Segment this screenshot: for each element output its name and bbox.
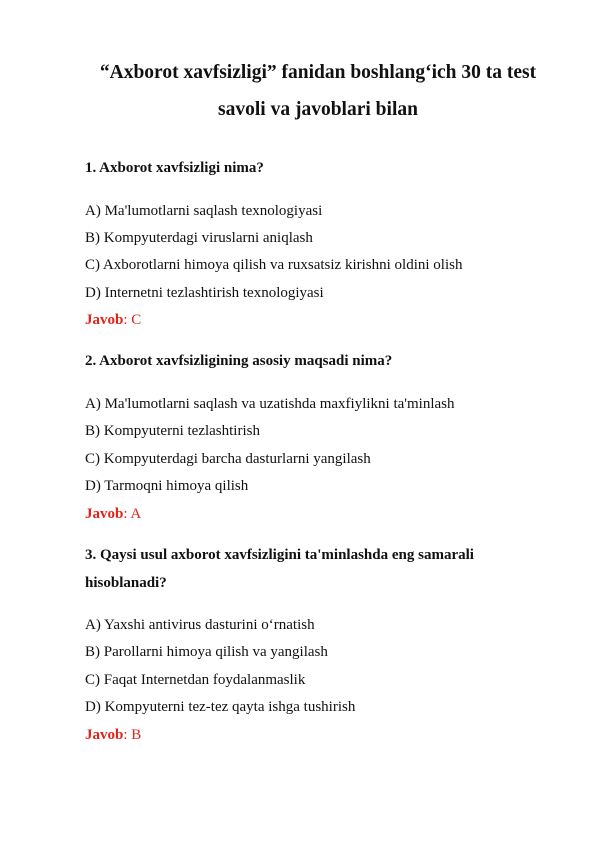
question-1-answer: [85, 311, 141, 329]
question-3-answer: [85, 726, 141, 744]
question-3-option-b: B) Parollarni himoya qilish va yangilash: [85, 644, 328, 660]
answer-label: Javob: [85, 312, 124, 328]
answer-value: : B: [123, 727, 142, 743]
question-1-option-d: D) Internetni tezlashtirish texnologiyasi: [85, 285, 324, 301]
answer-label: Javob: [85, 727, 124, 743]
answer-value: : A: [123, 506, 142, 522]
question-1-text: 1. Axborot xavfsizligi nima?: [85, 160, 264, 176]
answer-label: Javob: [85, 506, 124, 522]
question-1-option-c: C) Axborotlarni himoya qilish va ruxsatsiz kirishni oldini olish: [85, 257, 463, 273]
question-1-option-a: A) Ma'lumotlarni saqlash texnologiyasi: [85, 203, 323, 219]
question-2-answer: [85, 505, 141, 523]
question-2-text: 2. Axborot xavfsizligining asosiy maqsadi nima?: [85, 353, 393, 369]
answer-value: : C: [123, 312, 142, 328]
title-line-1: “Axborot xavfsizligi” fanidan boshlang‘ich 30 ta test: [99, 62, 537, 83]
question-2-option-b: B) Kompyuterni tezlashtirish: [85, 423, 260, 439]
question-2-option-a: A) Ma'lumotlarni saqlash va uzatishda maxfiylikni ta'minlash: [85, 396, 455, 412]
question-3-option-d: D) Kompyuterni tez-tez qayta ishga tushirish: [85, 699, 356, 715]
question-3-option-c: C) Faqat Internetdan foydalanmaslik: [85, 672, 306, 688]
question-2-option-c: C) Kompyuterdagi barcha dasturlarni yangilash: [85, 451, 371, 467]
title-line-2: savoli va javoblari bilan: [218, 99, 418, 120]
question-1-option-b: B) Kompyuterdagi viruslarni aniqlash: [85, 230, 313, 246]
question-3-option-a: A) Yaxshi antivirus dasturini o‘rnatish: [85, 617, 315, 633]
question-2-option-d: D) Tarmoqni himoya qilish: [85, 478, 249, 494]
document-title: [60, 54, 576, 128]
question-3-text-line-1: 3. Qaysi usul axborot xavfsizligini ta'minlashda eng samarali: [85, 547, 474, 563]
question-3-text-line-2: hisoblanadi?: [85, 575, 167, 591]
